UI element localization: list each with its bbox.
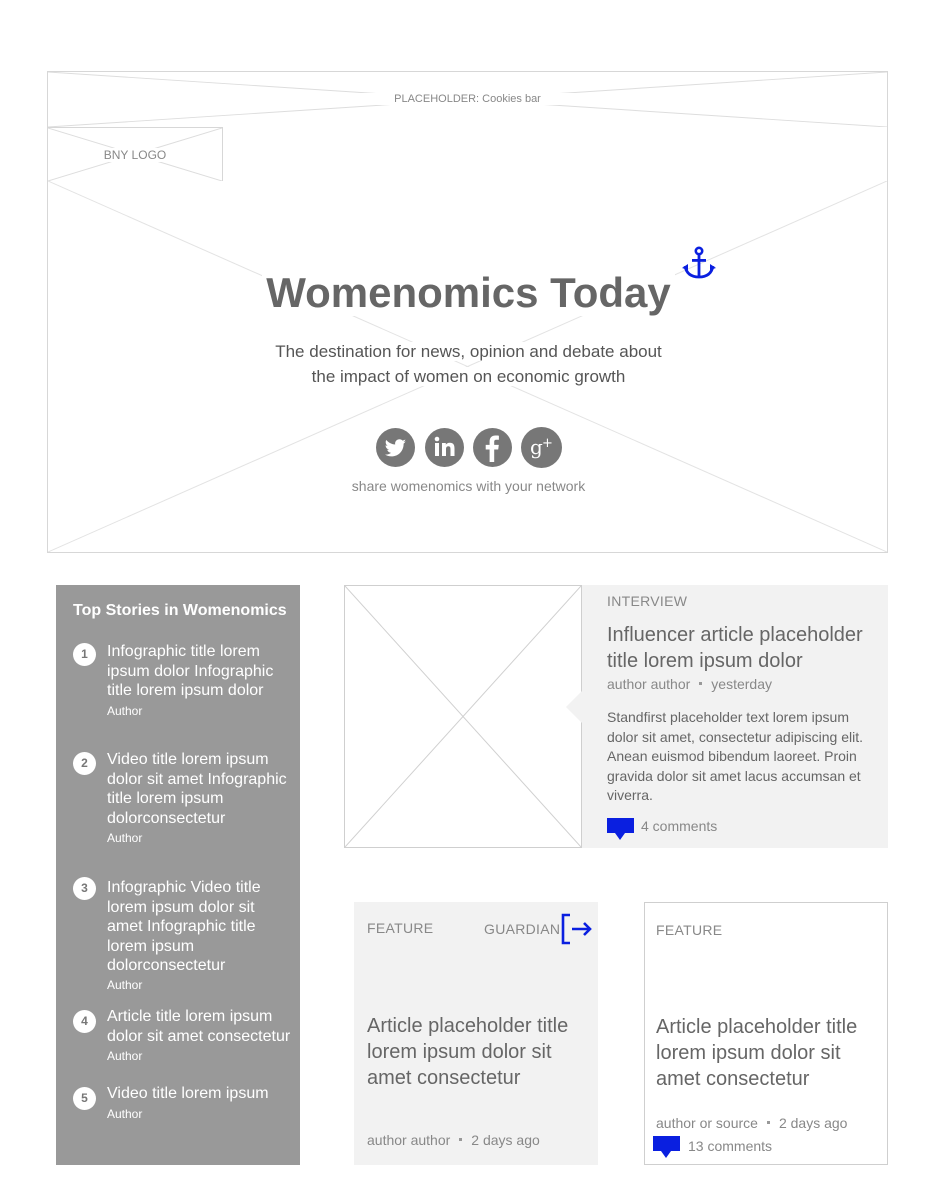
card-date: 2 days ago xyxy=(778,1115,848,1131)
hero-subtitle-line2: the impact of women on economic growth xyxy=(311,367,626,386)
featured-tag: INTERVIEW xyxy=(607,593,688,609)
separator-dot xyxy=(459,1138,462,1141)
card-author[interactable]: author author xyxy=(367,1132,451,1148)
hero-banner xyxy=(47,181,888,553)
card-tag: FEATURE xyxy=(656,922,723,938)
hero-subtitle xyxy=(48,339,889,389)
story-author: Author xyxy=(107,978,143,992)
story-author: Author xyxy=(107,831,143,845)
story-number: 2 xyxy=(73,752,96,775)
featured-standfirst: Standfirst placeholder text lorem ipsum dolor sit amet, consectetur adipiscing elit. Anean euismod bibendum laoreet. Proin gravida dolor sit amet lacus accumsan et viverra. xyxy=(607,709,864,803)
cookies-bar-placeholder xyxy=(47,71,888,128)
external-link-icon[interactable] xyxy=(560,912,594,946)
story-title[interactable]: Infographic Video title lorem ipsum dolor sit amet Infographic title lorem ipsum dolorconsectetur xyxy=(107,879,261,974)
separator-dot xyxy=(767,1121,770,1124)
logo-label: BNY LOGO xyxy=(98,148,172,162)
story-author: Author xyxy=(107,1107,143,1121)
story-number: 1 xyxy=(73,643,96,666)
linkedin-icon[interactable] xyxy=(425,428,464,467)
anchor-icon[interactable] xyxy=(682,246,716,280)
card-title[interactable]: Article placeholder title lorem ipsum dolor sit amet consectetur xyxy=(656,1016,858,1090)
separator-dot xyxy=(699,682,702,685)
card-title[interactable]: Article placeholder title lorem ipsum dolor sit amet consectetur xyxy=(367,1015,569,1089)
google-plus-icon[interactable] xyxy=(521,427,562,468)
twitter-icon[interactable] xyxy=(376,428,415,467)
hero-subtitle-line1: The destination for news, opinion and debate about xyxy=(275,342,662,361)
logo-placeholder[interactable] xyxy=(47,127,223,182)
story-title[interactable]: Article title lorem ipsum dolor sit amet consectetur xyxy=(107,1008,291,1045)
featured-date: yesterday xyxy=(711,676,772,692)
card-meta xyxy=(367,1132,540,1148)
card-tag: FEATURE xyxy=(367,920,434,936)
card-source[interactable]: GUARDIAN xyxy=(484,921,561,937)
card-date: 2 days ago xyxy=(471,1132,540,1148)
share-text: share womenomics with your network xyxy=(48,478,889,494)
featured-comments[interactable]: 4 comments xyxy=(641,818,718,834)
card-comments[interactable]: 13 comments xyxy=(688,1138,773,1154)
feature-card-right[interactable] xyxy=(644,902,888,1165)
top-stories-title: Top Stories in Womenomics xyxy=(73,602,287,619)
story-author: Author xyxy=(107,704,143,718)
card-author[interactable]: author or source xyxy=(656,1115,758,1131)
top-stories-panel xyxy=(56,585,300,1165)
story-title[interactable]: Video title lorem ipsum dolor sit amet Infographic title lorem ipsum dolorconsectetur xyxy=(107,751,287,827)
svg-text:g: g xyxy=(530,435,543,459)
facebook-icon[interactable] xyxy=(473,428,512,467)
featured-author[interactable]: author author xyxy=(607,676,691,692)
svg-text:+: + xyxy=(542,436,553,451)
comment-icon[interactable] xyxy=(653,1136,680,1158)
hero-title-wrap xyxy=(48,269,889,317)
hero-title: Womenomics Today xyxy=(262,269,675,316)
story-number: 3 xyxy=(73,877,96,900)
card-meta xyxy=(656,1115,847,1131)
feature-card-left[interactable] xyxy=(354,902,598,1165)
story-number: 5 xyxy=(73,1087,96,1110)
story-number: 4 xyxy=(73,1010,96,1033)
comment-icon[interactable] xyxy=(607,818,634,840)
featured-card[interactable] xyxy=(344,585,888,848)
featured-image-placeholder xyxy=(344,585,582,848)
cookies-bar-label: PLACEHOLDER: Cookies bar xyxy=(354,93,581,105)
story-title[interactable]: Infographic title lorem ipsum dolor Infographic title lorem ipsum dolor xyxy=(107,643,274,699)
featured-meta xyxy=(607,676,772,692)
story-title[interactable]: Video title lorem ipsum xyxy=(107,1085,269,1102)
card-pointer xyxy=(564,689,584,725)
featured-title[interactable]: Influencer article placeholder title lorem ipsum dolor xyxy=(607,624,863,672)
story-author: Author xyxy=(107,1049,143,1063)
